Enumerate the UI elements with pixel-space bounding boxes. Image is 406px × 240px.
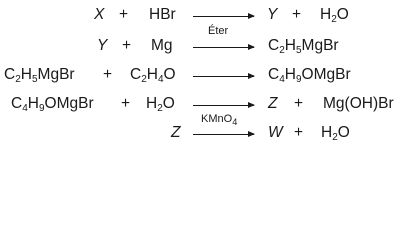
condition-kmno4: KMnO$_4$: [201, 113, 238, 128]
reactant-ethylmagnesium-bromide: $C_2H_5MgBr$: [4, 66, 75, 85]
condition-ether: Éter: [208, 25, 229, 37]
plus-sign: +: [292, 6, 302, 23]
product-c4h9omgbr: $C_4H_9OMgBr$: [268, 66, 351, 85]
product-water: $H_2O$: [321, 124, 350, 143]
product-ethylmagnesium-bromide: $C_2H_5MgBr$: [268, 37, 339, 56]
product-magnesium-hydroxybromide: Mg(OH)Br: [323, 95, 394, 112]
reactant-y: Y: [97, 37, 108, 54]
plus-sign: +: [103, 66, 113, 83]
reactant-x: X: [94, 6, 105, 23]
reaction-row-3: [0, 66, 406, 86]
reactant-water: $H_2O$: [146, 95, 175, 114]
reaction-arrow: [193, 134, 254, 135]
reaction-row-1: [0, 6, 406, 26]
product-z: Z: [268, 95, 278, 112]
reaction-arrow: [193, 76, 254, 77]
reactant-z: Z: [171, 124, 181, 141]
reactant-c2h4o: $C_2H_4O$: [130, 66, 176, 85]
reaction-row-2: [0, 25, 406, 57]
product-y: Y: [267, 6, 278, 23]
plus-sign: +: [119, 6, 129, 23]
reactant-c4h9omgbr: $C_4H_9OMgBr$: [11, 95, 94, 114]
reactant-magnesium: Mg: [151, 37, 173, 54]
plus-sign: +: [294, 95, 304, 112]
reaction-row-4: [0, 95, 406, 115]
product-water: $H_2O$: [320, 6, 349, 25]
reaction-arrow: [193, 16, 254, 17]
product-w: W: [268, 124, 283, 141]
reaction-row-5: [0, 113, 406, 144]
reaction-arrow: [193, 47, 254, 48]
plus-sign: +: [122, 37, 132, 54]
plus-sign: +: [121, 95, 131, 112]
reaction-arrow: [193, 105, 254, 106]
reactant-hbr: HBr: [149, 6, 176, 23]
plus-sign: +: [294, 124, 304, 141]
